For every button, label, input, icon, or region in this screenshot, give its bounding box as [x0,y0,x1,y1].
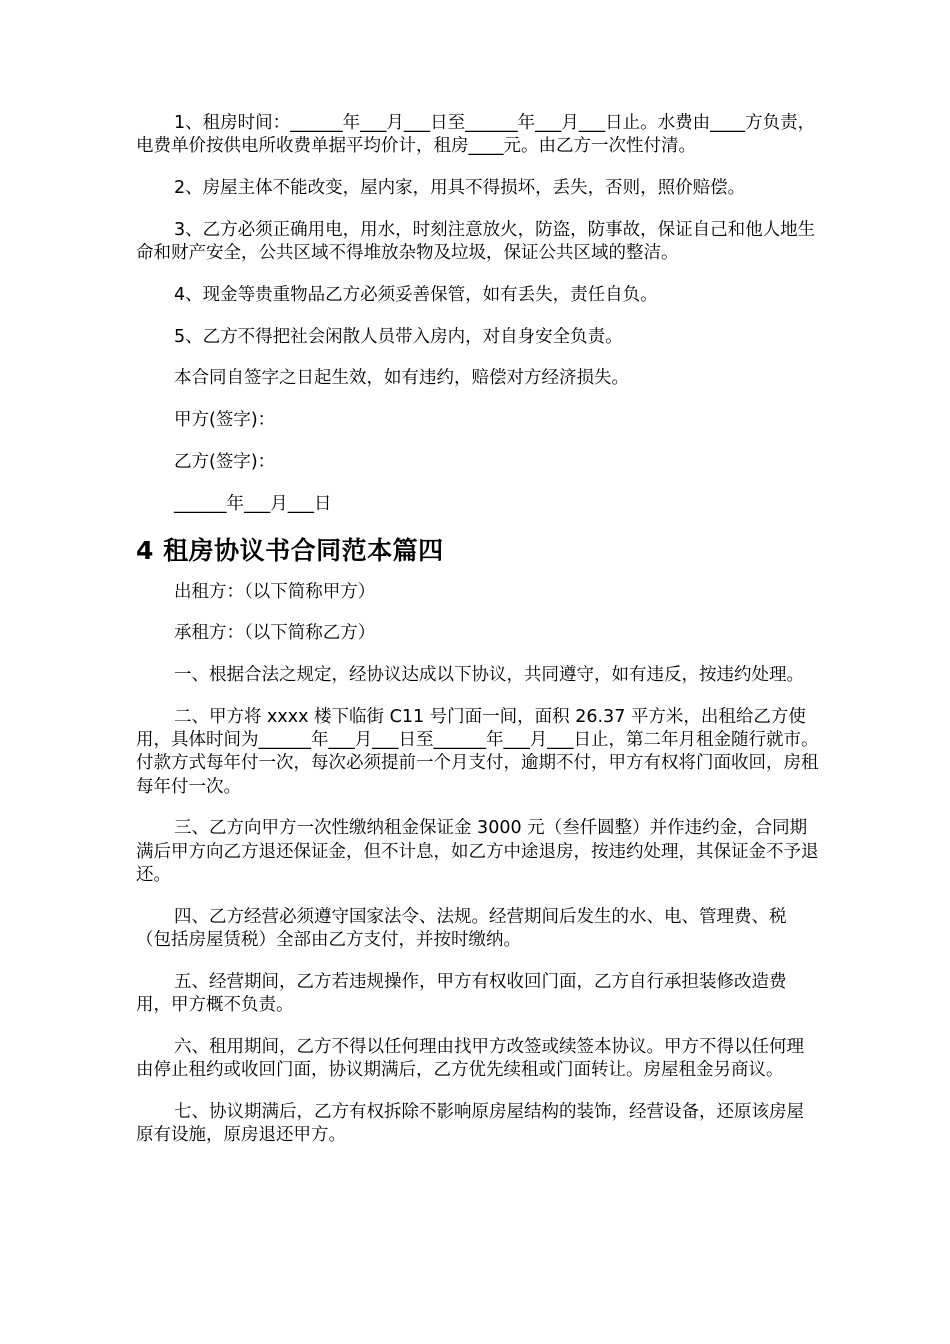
document-page [136,112,820,1166]
party-a-signature: 甲方(签字)： [174,410,276,431]
clause-visitors: 5、乙方不得把社会闲散人员带入房内，对自身安全负责。 [174,326,623,347]
article-3: 三、乙方向甲方一次性缴纳租金保证金 3000 元（叁仟圆整）并作违约金，合同期满后甲方向乙方退还保证金，但不计息，如乙方中途退房，按违约处理，其保证金不予退还。 [136,818,819,885]
article-7: 七、协议期满后，乙方有权拆除不影响原房屋结构的装饰，经营设备，还原该房屋原有设施，原房退还甲方。 [136,1101,804,1145]
clause-valuables: 4、现金等贵重物品乙方必须妥善保管，如有丢失，责任自负。 [174,284,658,305]
party-b-signature: 乙方(签字)： [174,451,276,472]
contract-effective-note: 本合同自签字之日起生效，如有违约，赔偿对方经济损失。 [174,368,629,389]
section-heading: 4 租房协议书合同范本篇四 [136,535,444,565]
lessor-line: 出租方：（以下简称甲方） [174,581,376,602]
article-6: 六、租用期间，乙方不得以任何理由找甲方改签或续签本协议。甲方不得以任何理由停止租约或收回门面，协议期满后，乙方优先续租或门面转让。房屋租金另商议。 [136,1036,804,1080]
signature-date: ______年___月___日 [174,493,332,514]
article-1: 一、根据合法之规定，经协议达成以下协议，共同遵守，如有违反，按违约处理。 [174,665,804,686]
clause-rent-period: 1、租房时间：______年___月___日至______年___月___日止。水费由____方负责，电费单价按供电所收费单据平均价计，租房____元。由乙方一次性付清。 [136,113,816,157]
clause-house-structure: 2、房屋主体不能改变，屋内家，用具不得损坏，丢失，否则，照价赔偿。 [174,178,746,198]
article-4: 四、乙方经营必须遵守国家法令、法规。经营期间后发生的水、电、管理费、税（包括房屋赁税）全部由乙方支付，并按时缴纳。 [136,906,787,950]
article-2: 二、甲方将 xxxx 楼下临街 C11 号门面一间，面积 26.37 平方米，出租给乙方使用，具体时间为______年___月___日至______年___月___日止，第二年月租金随行就市。付款方式每年付一次，每次必须提前一个月支付，逾期不付，甲方有权将门面收回，房租每年付一次。 [136,706,819,797]
lessee-line: 承租方：（以下简称乙方） [174,623,376,644]
article-5: 五、经营期间，乙方若违规操作，甲方有权收回门面，乙方自行承担装修改造费用，甲方概不负责。 [136,971,787,1015]
clause-safety: 3、乙方必须正确用电，用水，时刻注意放火，防盗，防事故，保证自己和他人地生命和财产安全，公共区域不得堆放杂物及垃圾，保证公共区域的整洁。 [136,219,816,263]
